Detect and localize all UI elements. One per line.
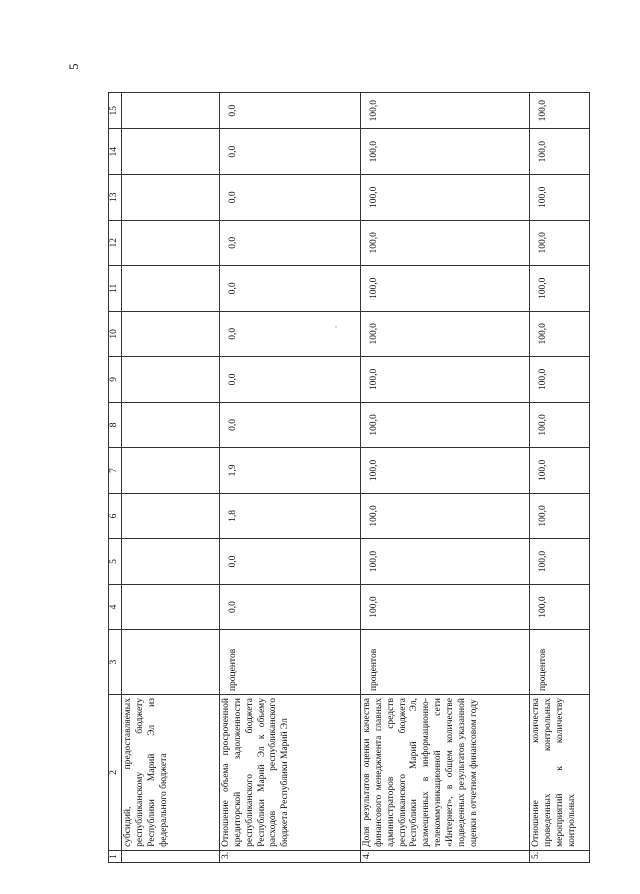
row-number: 3.	[219, 850, 360, 862]
value-cell	[121, 493, 219, 539]
value-cell: 100,0	[360, 584, 529, 630]
col-header-1: 1	[109, 850, 122, 862]
rotated-table-container	[108, 92, 577, 863]
indicators-table	[108, 92, 590, 863]
value-cell	[121, 220, 219, 266]
col-header-9: 9	[109, 357, 122, 403]
table-row	[529, 93, 589, 863]
indicator-name: Отношение количества проведенных контрольных мероприятий к количеству контрольных	[529, 695, 589, 851]
value-cell	[121, 402, 219, 448]
value-cell: 100,0	[529, 402, 589, 448]
value-cell	[121, 129, 219, 175]
value-cell: 100,0	[529, 311, 589, 357]
value-cell: 0,0	[219, 402, 360, 448]
value-cell: 100,0	[529, 357, 589, 403]
value-cell: 100,0	[360, 311, 529, 357]
col-header-5: 5	[109, 539, 122, 585]
value-cell: 0,0	[219, 220, 360, 266]
indicator-name: Доля результатов оценки качества финансового менеджмента главных администраторов средств республиканского бюджета Республики Марий Эл, размещенных в информационно-телекоммуникационной сети «Интернет», в общем количестве подведенных результатов указанной оценки в отчетном финансовом году	[360, 695, 529, 851]
value-cell	[121, 311, 219, 357]
table-row	[219, 93, 360, 863]
value-cell: 100,0	[360, 266, 529, 312]
value-cell: 100,0	[529, 174, 589, 220]
value-cell: 100,0	[360, 493, 529, 539]
value-cell: 100,0	[529, 584, 589, 630]
row-number: 4.	[360, 850, 529, 862]
row-number	[121, 850, 219, 862]
value-cell	[121, 539, 219, 585]
col-header-12: 12	[109, 220, 122, 266]
page-number: 5	[66, 63, 81, 70]
col-header-6: 6	[109, 493, 122, 539]
value-cell	[121, 93, 219, 129]
value-cell: 100,0	[529, 129, 589, 175]
column-number-header-row	[109, 93, 122, 863]
unit-of-measure	[121, 630, 219, 695]
value-cell	[121, 266, 219, 312]
value-cell: 100,0	[360, 93, 529, 129]
value-cell	[121, 174, 219, 220]
value-cell: 100,0	[529, 266, 589, 312]
value-cell: 100,0	[360, 129, 529, 175]
col-header-4: 4	[109, 584, 122, 630]
col-header-8: 8	[109, 402, 122, 448]
value-cell: 0,0	[219, 129, 360, 175]
value-cell: 0,0	[219, 311, 360, 357]
value-cell	[121, 357, 219, 403]
value-cell: 100,0	[360, 539, 529, 585]
value-cell	[121, 448, 219, 494]
value-cell	[121, 584, 219, 630]
col-header-13: 13	[109, 174, 122, 220]
col-header-7: 7	[109, 448, 122, 494]
col-header-11: 11	[109, 266, 122, 312]
value-cell: 100,0	[360, 357, 529, 403]
value-cell: 0,0	[219, 584, 360, 630]
col-header-14: 14	[109, 129, 122, 175]
col-header-3: 3	[109, 630, 122, 695]
value-cell: 100,0	[529, 539, 589, 585]
indicator-name: субсидий, предоставляемых республиканскому бюджету Республики Марий Эл из федерального бюджета	[121, 695, 219, 851]
value-cell: 100,0	[529, 220, 589, 266]
value-cell: 100,0	[529, 448, 589, 494]
value-cell: 0,0	[219, 174, 360, 220]
value-cell: 1,9	[219, 448, 360, 494]
table-row	[360, 93, 529, 863]
unit-of-measure: процентов	[360, 630, 529, 695]
value-cell: 100,0	[360, 174, 529, 220]
row-number: 5.	[529, 850, 589, 862]
value-cell: 0,0	[219, 266, 360, 312]
value-cell: 100,0	[360, 402, 529, 448]
value-cell: 0,0	[219, 539, 360, 585]
value-cell: 100,0	[529, 493, 589, 539]
col-header-15: 15	[109, 93, 122, 129]
unit-of-measure: процентов	[529, 630, 589, 695]
table-row	[121, 93, 219, 863]
value-cell: 100,0	[360, 220, 529, 266]
col-header-2: 2	[109, 695, 122, 851]
col-header-10: 10	[109, 311, 122, 357]
unit-of-measure: процентов	[219, 630, 360, 695]
value-cell: 100,0	[360, 448, 529, 494]
value-cell: 100,0	[529, 93, 589, 129]
value-cell: 1,8	[219, 493, 360, 539]
indicator-name: Отношение объема просроченной кредиторской задолженности республиканского бюджета Республики Марий Эл к объему расходов республиканского бюджета Республики Марий Эл	[219, 695, 360, 851]
value-cell: 0,0	[219, 93, 360, 129]
value-cell: 0,0	[219, 357, 360, 403]
